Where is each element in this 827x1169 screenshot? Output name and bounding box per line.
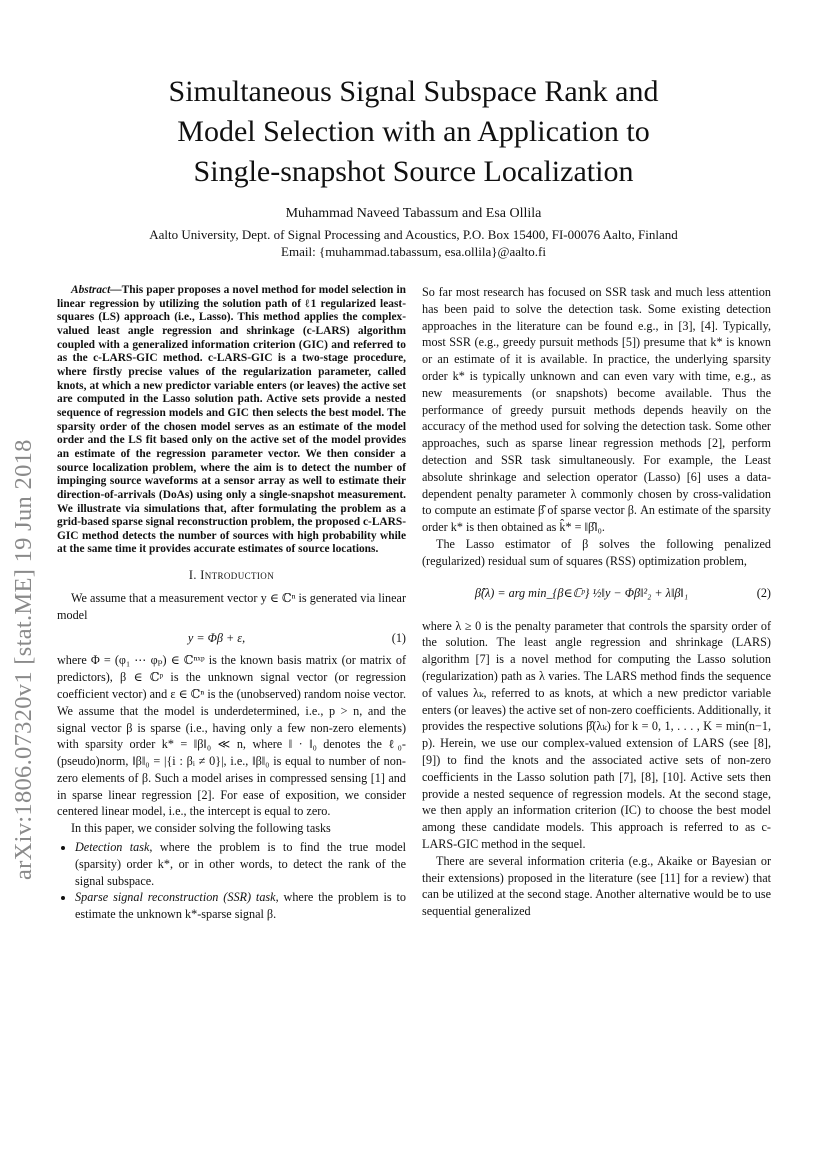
author-affiliation: Aalto University, Dept. of Signal Processing and Acoustics, P.O. Box 15400, FI-00076 Aalto, Finland — [149, 226, 678, 242]
author-email: Email: {muhammad.tabassum, esa.ollila}@aalto.fi — [281, 244, 546, 259]
abstract-text: This paper proposes a novel method for model selection in linear regression by utilizing the solution path of ℓ1 regularized least-squares (LS) approach (i.e., Lasso). This method applies the complex-valued least angle regression and shrinkage (c-LARS) algorithm coupled with a generalized information criterion (GIC) and referred to as the c-LARS-GIC method. c-LARS-GIC is a two-stage procedure, where firstly precise values of the regularization parameter, called knots, at which a new predictor variable enters (or leaves) the active set are computed in the Lasso solution path. Active sets provide a nested sequence of regression models and GIC then selects the best model. The sparsity order of the chosen model serves as an estimate of the model order and the LS fit based only on the active set of the model provides an estimate of the regression parameter vector. We then consider a source localization problem, where the aim is to detect the number of impinging source waveforms at a sensor array as well to estimate their direction-of-arrivals (DoAs) using only a single-snapshot measurement. We illustrate via simulations that, after formulating the problem as a grid-based sparse signal reconstruction problem, the proposed c-LARS-GIC method detects the number of sources with high probability while at the same time it provides accurate estimates of source locations. — [57, 284, 406, 556]
intro-paragraph-2: where Φ = (φ₁ ⋯ φₚ) ∈ ℂⁿˣᵖ is the known basis matrix (or matrix of predictors), β ∈ ℂᵖ is the unknown signal vector (or regression coefficient vector) and ε ∈ ℂⁿ is the (unobserved) random noise vector. We assume that the model is underdetermined, i.e., p > n, and the signal vector β is sparse (i.e., having only a few non-zero elements) with sparsity order k* = ‖β‖₀ ≪ n, where ‖ · ‖₀ denotes the ℓ₀-(pseudo)norm, ‖β‖₀ = |{i : βᵢ ≠ 0}|, i.e., ‖β‖₀ is equal to number of non-zero elements of β. Such a model arises in compressed sensing [1] and in sparse linear regression [2]. For ease of exposition, we consider centered linear model, i.e., the intercept is equal to zero. — [57, 653, 406, 819]
bullet-1-label: Detection task — [75, 840, 150, 855]
right-paragraph-1: So far most research has focused on SSR task and much less attention has been paid to solve the detection task. Some existing detection approaches in the literature can be found e.g., in [3], [4]. Typically, most SSR (e.g., greedy pursuit methods [5]) presume that k* is known or an estimate of it is available. In practice, the underlying sparsity order k* is typically unknown and can even vary with time, e.g., as new measurements (or snapshots) become available. Thus the performance of greedy pursuit methods depends heavily on the accuracy of the method used for solving the detection task. Some other approaches, such as sparse linear regression methods [2], perform detection and SSR task simultaneously. For example, the Least absolute shrinkage and selection operator (Lasso) [6] uses a data-dependent penalty parameter λ commonly chosen by cross-validation to compute an estimate β̂ of sparse vector β. An estimate of the sparsity order k* is then obtained as k̂* = ‖β̂‖₀. — [422, 285, 771, 535]
section-heading-introduction: I. Introduction — [188, 568, 275, 583]
task-list — [57, 839, 406, 923]
equation-2-number: (2) — [756, 586, 771, 601]
equation-2 — [422, 576, 771, 612]
bullet-2-text: , where the problem is to estimate the unknown k*-sparse signal β. — [75, 890, 406, 922]
paper-title — [60, 72, 767, 192]
equation-1 — [57, 630, 406, 647]
right-paragraph-2: The Lasso estimator of β solves the following penalized (regularized) residual sum of squares (RSS) optimization problem, — [422, 536, 771, 568]
abstract — [57, 284, 406, 557]
author-names: Muhammad Naveed Tabassum and Esa Ollila — [285, 206, 542, 221]
bullet-1-text: , where the problem is to find the true model (sparsity) order k*, or in other words, to detect the rank of the signal subspace. — [75, 840, 406, 888]
right-paragraph-4: There are several information criteria (e.g., Akaike or Bayesian or their extensions) proposed in the literature (see [11] for a review) that can be utilized at the second stage. Another alternative would be to use sequential generalized — [422, 853, 771, 919]
title-line-1: Simultaneous Signal Subspace Rank and — [168, 75, 659, 108]
title-line-3: Single-snapshot Source Localization — [193, 155, 634, 188]
author-block — [60, 205, 767, 261]
left-column — [57, 284, 406, 923]
bullet-2-label: Sparse signal reconstruction (SSR) task — [75, 890, 276, 905]
equation-1-number: (1) — [391, 630, 406, 645]
right-column — [422, 284, 771, 920]
arxiv-stamp: arXiv:1806.07320v1 [stat.ME] 19 Jun 2018 — [10, 439, 37, 880]
right-paragraph-3: where λ ≥ 0 is the penalty parameter that controls the sparsity order of the solution. The least angle regression and shrinkage (LARS) algorithm [7] is a novel method for computing the Lasso solution (regularization) path as λ varies. The LARS method finds the sequence of values λₖ, referred to as knots, at which a new predictor variable enters (or leaves) the active set of non-zero coefficients. Additionally, it provides the respective solutions β̂(λₖ) for k = 0, 1, . . . , K = min(n−1, p). Herein, we use our complex-valued extension of LARS (see [8], [9]) to find the knots and the associated active sets of non-zero coefficients in the Lasso solution path [7], [8], [10]. Active sets then provide a nested sequence of regression models. At the second stage, we then apply an information criterion (IC) to choose the best model among these candidate models. This approach is referred to as c-LARS-GIC method in the sequel. — [422, 618, 771, 851]
equation-2-body: β̂(λ) = arg min_{β∈ℂᵖ} ½‖y − Φβ‖²₂ + λ‖β‖₁ — [474, 586, 689, 601]
list-item — [75, 889, 406, 923]
intro-paragraph-1: We assume that a measurement vector y ∈ ℂⁿ is generated via linear model — [57, 590, 406, 622]
title-line-2: Model Selection with an Application to — [177, 115, 650, 148]
intro-paragraph-3: In this paper, we consider solving the following tasks — [71, 821, 331, 836]
equation-1-body: y = Φβ + ε, — [187, 630, 246, 645]
abstract-label: Abstract— — [71, 284, 122, 296]
list-item — [75, 839, 406, 889]
